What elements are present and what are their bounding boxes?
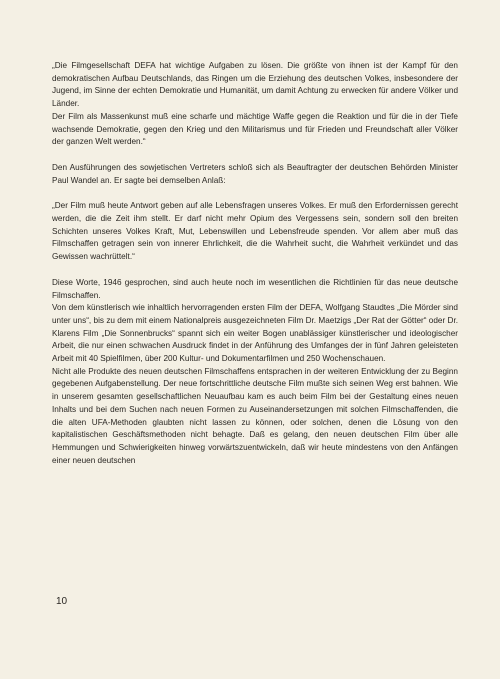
quote-paragraph-defa-1: „Die Filmgesellschaft DEFA hat wichtige Aufgaben zu lösen. Die größte von ihnen ist der Kampf für den demokratischen Aufbau Deutschlands, das Ringen um die Erziehung des deutschen Volkes, insbesondere der Jugend, im Sinne der echten Demokratie und Humanität, um damit Achtung zu erwecken für andere Völker und Länder. — [52, 61, 458, 109]
paragraph-neuer-film: Nicht alle Produkte des neuen deutschen Filmschaffens entsprachen in der weiteren Entwicklung der zu Beginn gegebenen Aufgabenstellung. Der neue fortschrittliche deutsche Film mußte sich seinen Weg erst bahnen. Wie in unserem gesamten gesellschaftlichen Neuaufbau kam es auch beim Film bei der Gestaltung eines neuen Inhalts und bei dem Suchen nach neuen Formen zu Auseinandersetzungen mit solchen Filmschaffenden, die die alten UFA-Methoden glaubten nicht lassen zu können, oder solchen, denen die Lösung von den kapitalistischen Geschäftsmethoden nicht behagte. Daß es gelang, den neuen deutschen Film über alle Hemmungen und Schwierigkeiten hinweg vorwärtszuentwickeln, daß wir heute mindestens von den Anfängen einer neuen deutschen — [52, 366, 458, 465]
quote-paragraph-wandel: „Der Film muß heute Antwort geben auf alle Lebensfragen unseres Volkes. Er muß den Erfordernissen gerecht werden, die die Zeit ihm stellt. Er darf nicht mehr Opium des Vergessens sein, sondern soll den breiten Schichten unseres Volkes Kraft, Mut, Lebenswillen und Lebensfreude spenden. Vor allem aber muß das Filmschaffen getragen sein von innerer Ehrlichkeit, die die Wahrheit sucht, die Wahrheit verkündet und das Gewissen wachrüttelt.“ — [52, 201, 458, 262]
body-text — [52, 60, 458, 467]
paragraph-defa-films: Von dem künstlerisch wie inhaltlich hervorragenden ersten Film der DEFA, Wolfgang Staudtes „Die Mörder sind unter uns“, bis zu dem mit einem Nationalpreis ausgezeichneten Film Dr. Maetzigs „Der Rat der Götter“ oder Dr. Klarens Film „Die Sonnenbrucks“ spannt sich ein weiter Bogen unablässiger künstlerischer und ideologischer Arbeit, die nur einen schwachen Ausdruck findet in der Anführung des Umfanges der in fünf Jahren geleisteten Arbeit mit 40 Spielfilmen, über 200 Kultur- und Dokumentarfilmen und 250 Wochenschauen. — [52, 303, 458, 364]
page-number: 10 — [56, 596, 68, 607]
intro-paragraph-wandel: Den Ausführungen des sowjetischen Vertreters schloß sich als Beauftragter der deutschen Behörden Minister Paul Wandel an. Er sagte bei demselben Anlaß: — [52, 162, 458, 185]
quote-paragraph-defa-2: Der Film als Massenkunst muß eine scharfe und mächtige Waffe gegen die Reaktion und für die in der Tiefe wachsende Demokratie, gegen den Krieg und den Militarismus und für Frieden und Freundschaft aller Völker der ganzen Welt werden.“ — [52, 111, 458, 147]
paragraph-richtlinien: Diese Worte, 1946 gesprochen, sind auch heute noch im wesentlichen die Richtlinien für das neue deutsche Filmschaffen. — [52, 277, 458, 300]
